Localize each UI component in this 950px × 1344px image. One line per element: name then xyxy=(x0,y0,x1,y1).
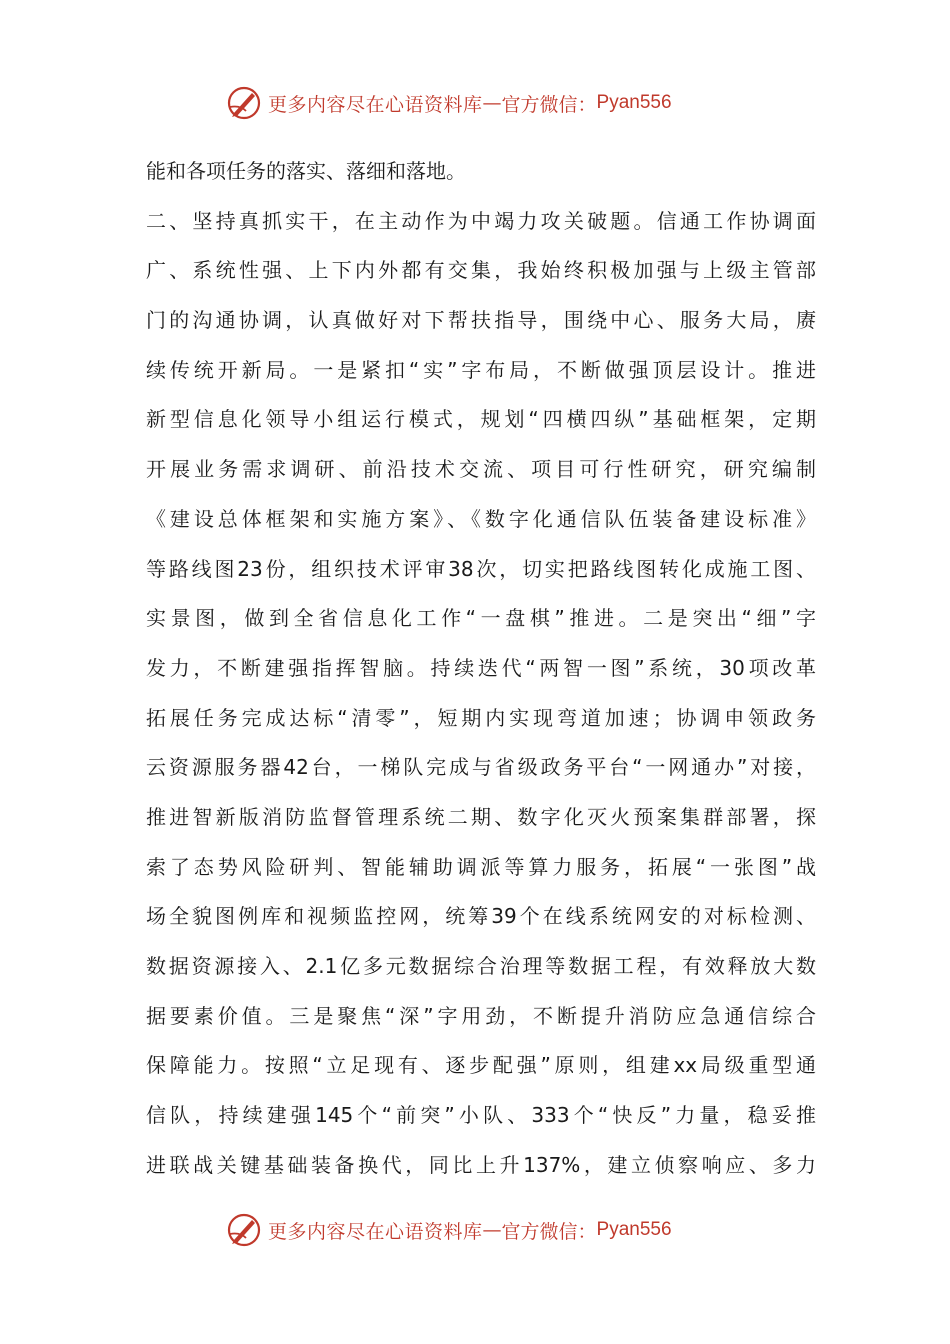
body-line: 广、系统性强、上下内外都有交集，我始终积极加强与上级主管部 xyxy=(146,258,816,283)
body-line: 进联战关键基础装备换代，同比上升137%，建立侦察响应、多力 xyxy=(146,1152,816,1177)
body-line: 二、坚持真抓实干，在主动作为中竭力攻关破题。信通工作协调面 xyxy=(146,208,816,233)
body-line: 推进智新版消防监督管理系统二期、数字化灭火预案集群部署，探 xyxy=(146,804,816,829)
body-line: 新型信息化领导小组运行模式，规划“四横四纵”基础框架，定期 xyxy=(146,407,816,432)
body-line: 能和各项任务的落实、落细和落地。 xyxy=(146,159,466,183)
watermark-wechat-id: Pyan556 xyxy=(596,1219,672,1240)
body-line: 发力，不断建强指挥智脑。持续迭代“两智一图”系统，30项改革 xyxy=(146,655,816,680)
body-line: 保障能力。按照“立足现有、逐步配强”原则，组建xx局级重型通 xyxy=(146,1053,816,1078)
body-line: 《建设总体框架和实施方案》、《数字化通信队伍装备建设标准》 xyxy=(146,506,816,531)
watermark-wechat-id: Pyan556 xyxy=(596,92,672,113)
watermark-title: 更多内容尽在心语资料库 xyxy=(268,1220,483,1243)
body-line: 数据资源接入、2.1亿多元数据综合治理等数据工程，有效释放大数 xyxy=(146,954,816,978)
body-line: 信队，持续建强145个“前突”小队、333个“快反”力量，稳妥推 xyxy=(146,1103,816,1128)
body-line: 场全貌图例库和视频监控网，统筹39个在线系统网安的对标检测、 xyxy=(146,904,816,929)
watermark-dash: — xyxy=(482,1219,502,1241)
body-line: 续传统开新局。一是紧扣“实”字布局，不断做强顶层设计。推进 xyxy=(146,357,816,382)
watermark-wechat-label: 官方微信： xyxy=(501,1220,597,1243)
body-line: 云资源服务器42台，一梯队完成与省级政务平台“一网通办”对接， xyxy=(146,755,816,780)
watermark-wechat-label: 官方微信： xyxy=(501,93,597,116)
header-watermark xyxy=(226,83,726,123)
watermark-dash: — xyxy=(482,92,502,114)
body-line: 开展业务需求调研、前沿技术交流、项目可行性研究，研究编制 xyxy=(146,457,816,482)
body-line: 索了态势风险研判、智能辅助调派等算力服务，拓展“一张图”战 xyxy=(146,854,816,879)
body-line: 拓展任务完成达标“清零”，短期内实现弯道加速；协调申领政务 xyxy=(146,705,816,730)
body-line: 门的沟通协调，认真做好对下帮扶指导，围绕中心、服务大局，赓 xyxy=(146,308,816,333)
watermark-title: 更多内容尽在心语资料库 xyxy=(268,93,483,116)
pen-seal-icon xyxy=(226,1212,262,1248)
document-body xyxy=(146,152,816,1195)
footer-watermark xyxy=(226,1210,726,1250)
body-line: 实景图，做到全省信息化工作“一盘棋”推进。二是突出“细”字 xyxy=(146,606,816,631)
body-line: 据要素价值。三是聚焦“深”字用劲，不断提升消防应急通信综合 xyxy=(146,1003,816,1028)
pen-seal-icon xyxy=(226,85,262,121)
body-line: 等路线图23份，组织技术评审38次，切实把路线图转化成施工图、 xyxy=(146,556,816,581)
